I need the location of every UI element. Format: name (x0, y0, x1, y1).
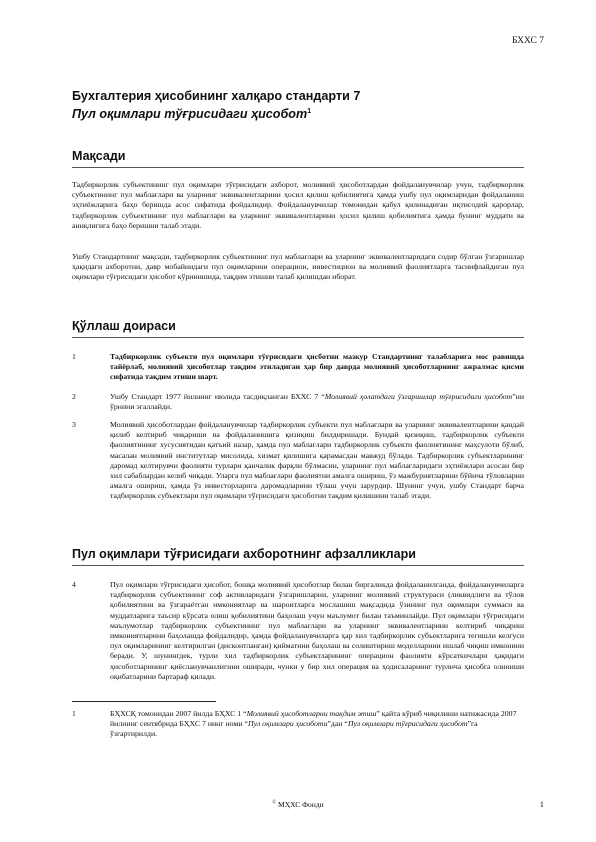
benefits-heading: Пул оқимлари тўғрисидаги ахборотнинг афзалликлари (72, 546, 524, 566)
footnote-italic-title: Пул оқимлари ҳисоботи (247, 719, 328, 729)
objective-paragraph-2: Ушбу Стандартнинг мақсади, тадбиркорлик субъектининг пул маблағлари ва уларнинг эквивалентларидаги содир бўлган ўзгаришлар ҳақидаги ахборотни, давр мобайнидаги пул оқимларини операцион, инвестицион ва молиявий фаолиятларга таснифлайдиган пул оқимлари тўғрисидаги ҳисобот кўринишида, тақдим этишни талаб қилишдан иборат. (72, 252, 524, 282)
footer-copyright (0, 800, 596, 809)
paragraph-text-part: Ушбу Стандарт 1977 йилнинг июлида тасдиқланган БХХС 7 “ (110, 392, 325, 401)
paragraph-text: Молиявий ҳисоботлардан фойдаланувчилар тадбиркорлик субъекти пул маблағлари ва уларнинг эквивалентларини қандай қилиб келтириб чиқариши ва фойдаланишига қизиқиш билдиришади. Бундай қизиқиш, тадбиркорлик субъекти фаолиятининг хусусиятидан қатъий назар, ҳамда пул маблағлари тадбиркорлик субъекти фаолиятининг маҳсулоти бўлиб, масалан молиявий институтлар мисолида, хизмат қилишига қарамасдан мавжуд бўлади. Тадбиркорлик субъектларининг даромад келтирувчи фаолияти турлари қанчалик фарқли бўлмасин, уларнинг пул маблағларидаги эҳтиёжлари асосан бир хил сабаблардан келиб чиқади. Уларга пул маблағлари фаолиятни амалга ошириш, ўз мажбуриятларини бўйича тўловларни амалга ошириш, ҳамда ўз инвесторларига даромадларини тўлаш учун зарурдир. Шунинг учун, ушбу Стандарт барча тадбиркорлик субъектлари пул оқимлари тўғрисидаги ҳисоботни тақдим қилишини талаб этади. (110, 420, 524, 501)
running-header: БХХС 7 (511, 36, 544, 46)
footnote-text-part: БҲХСҚ томонидан 2007 йилда БҲХС 1 “ (110, 709, 247, 718)
paragraph-3 (72, 420, 524, 502)
paragraph-text: Пул оқимлари тўғрисидаги ҳисобот, бошқа молиявий ҳисоботлар билан биргаликда фойдаланилганда, фойдаланувчиларга тадбиркорлик субъектининг соф активларидаги ўзгаришларни, уларнинг молиявий структураси (ликвидлиги ва тўлов қобилиятини ва ўзгараётган имкониятлар ва шароитларга мослашиш мақсадида ўзининг пул оқимлари суммаси ва муддатларига таъсир кўрсата олиш қобилиятини баҳолаш учун маълумот билан таъминлайди. Пул оқимлари тўғрисидаги маълумотлар тадбиркорлик субъектининг пул маблағлари ва уларнинг эквивалентларини келтириб чиқариш имкониятларини баҳолашда фойдалидир, ҳамда фойдаланувчиларга ҳар хил тадбиркорлик субъектларига тегишли келгуси пул оқимларининг келтирилган (дисконтланган) қийматини баҳолаш ва солиштириш моделларини ишлаб чиқиш имконини беради. У, шунингдек, турли хил тадбиркорлик субъектларининг операцион фаолияти кўрсаткичлари ҳақидаги ҳисоботларининг қиёсланувчанлигини оширади, чунки у бир хил операция ва ҳодисаларнинг турлича ҳисобга олиниши оқибатларини бартараф қилади. (110, 580, 524, 681)
paragraph-text (110, 392, 524, 412)
title-block (72, 88, 532, 122)
paragraph-text-part: ”ни ўрнини эгаллайди. (110, 392, 524, 412)
copyright-mark: © (272, 800, 277, 806)
standard-title: Бухгалтерия ҳисобининг халқаро стандарти 7 (72, 89, 361, 103)
paragraph-4 (72, 580, 524, 682)
paragraph-2 (72, 392, 524, 412)
superseded-title: Молиявий ҳолатдаги ўзгаришлар тўғрисидаги ҳисобот (324, 392, 513, 401)
objective-section (72, 148, 524, 168)
paragraph-number: 4 (72, 580, 76, 589)
subtitle-text: Пул оқимлари тўғрисидаги ҳисобот (72, 107, 308, 122)
paragraph-1 (72, 352, 524, 383)
paragraph-text: Тадбиркорлик субъекти пул оқимлари тўғрисидаги ҳисботни мазкур Стандартнинг талабларига мос равишда тайёрлаб, молиявий ҳисоботлар тақдим этиладиган ҳар бир даврда молиявий ҳисоботларнинг ажралмас қисми сифатида тақдим этиши шарт. (110, 352, 524, 382)
footnote (72, 709, 524, 740)
scope-heading: Қўллаш доираси (72, 318, 524, 338)
footnote-text (110, 709, 524, 740)
benefits-section (72, 546, 524, 566)
footnote-text-part: ”га ўзгартирилди. (110, 719, 478, 739)
footnote-ref: 1 (307, 108, 312, 115)
footnote-italic-title: Пул оқимлари тўғрисидаги ҳисобот (347, 719, 468, 729)
footnote-italic-title: Молиявий ҳисоботларни тақдим этиш (246, 709, 377, 718)
paragraph-number: 1 (72, 352, 76, 361)
page-number: 1 (539, 799, 544, 809)
paragraph-number: 2 (72, 392, 76, 401)
footnote-text-part: ”дан “ (327, 719, 348, 729)
scope-section (72, 318, 524, 338)
footnote-number: 1 (72, 709, 76, 718)
footnote-text-part: ” қайта кўриб чиқилиши натижасида 2007 йилнинг сентябрида БҲХС 7 нинг номи “ (110, 709, 517, 729)
standard-subtitle (72, 104, 532, 122)
objective-heading: Мақсади (72, 148, 524, 168)
footnote-divider (72, 701, 216, 702)
objective-paragraph-1: Тадбиркорлик субъектининг пул оқимлари тўғрисидаги ахборот, молиявий ҳисоботлардан фойдаланувчилар учун, тадбиркорлик субъектининг пул маблағлари ва уларнинг эквивалентларини ҳосил қилиш қобилиятига ҳамда ушбу пул оқимларидан фойдаланиш эҳтиёжларига баҳо беришда асос сифатида фойдалидир. Фойдаланувчилар томонидан қабул қилинадиган иқтисодий қарорлар, тадбиркорлик субъектининг пул маблағлари ва уларнинг эквивалентларини ҳосил қилиш қобилиятига ҳамда бунинг муддати ва аниқлигига баҳо беришни талаб этади. (72, 180, 524, 230)
paragraph-number: 3 (72, 420, 76, 429)
foundation-name: МҲХС Фонди (278, 800, 324, 809)
